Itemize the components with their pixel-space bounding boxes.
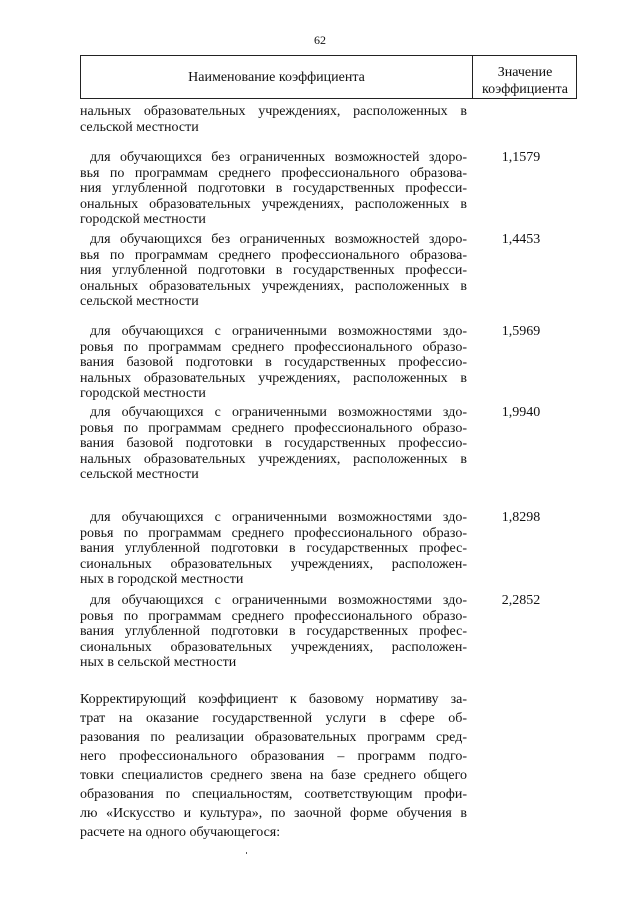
text-line: ровья по программам среднего профессионального образо- [80,420,467,436]
text-line: ональных образовательных учреждениях, расположенных в [80,196,467,212]
text-line: сиональных образовательных учреждениях, расположен- [80,556,467,572]
text-line: городской местности [80,386,206,401]
text-line: вания углубленной подготовки в государственных профес- [80,624,467,639]
header-value-line: коэффициента [482,82,568,97]
header-value-column [473,64,577,98]
text-line: сиональных образовательных учреждениях, расположен- [80,639,467,655]
text-line: лю «Искусство и культура», по заочной форме обучения в [80,806,467,821]
coefficient-value: 1,1579 [501,150,541,165]
text-line: ровья по программам среднего профессионального образо- [80,608,467,624]
text-line: ональных образовательных учреждениях, расположенных в [80,278,467,294]
text-line: товки специалистов среднего звена на базе среднего общего [80,768,467,783]
text-line: ных в сельской местности [80,655,237,670]
text-line: ния углубленной подготовки в государственных професси- [80,263,467,278]
text-line: сельской местности [80,294,199,309]
text-line: сельской местности [80,119,199,135]
text-line: для обучающихся с ограниченными возможностями здо- [90,510,467,525]
text-line: нальных образовательных учреждениях, расположенных в [80,451,467,467]
text-line: вания базовой подготовки в государственных профессио- [80,436,467,451]
text-line: вания базовой подготовки в государственных профессио- [80,355,467,370]
coefficient-value: 1,9940 [501,405,541,420]
text-line: городской местности [80,212,206,227]
coefficient-description [80,593,467,671]
header-value-line: Значение [497,65,553,80]
coefficient-description [80,405,467,483]
coefficient-description [80,510,467,588]
closing-paragraph [80,690,467,842]
coefficient-value: 1,5969 [501,324,541,339]
text-line: расчете на одного обучающегося: [80,825,281,840]
text-line: для обучающихся с ограниченными возможностями здо- [90,405,467,420]
text-line: нальных образовательных учреждениях, расположенных в [80,104,467,119]
header-name-column: Наименование коэффициента [188,70,365,85]
coefficient-description [80,324,467,402]
text-line: для обучающихся с ограниченными возможностями здо- [90,593,467,608]
scan-speck [246,852,247,854]
text-line: Корректирующий коэффициент к базовому нормативу за- [80,692,467,707]
continuation-text [80,104,467,135]
text-line: для обучающихся без ограниченных возможностей здоро- [90,232,467,247]
text-line: сельской местности [80,467,199,482]
text-line: образования по специальностям, соответствующим профи- [80,787,467,802]
text-line: для обучающихся без ограниченных возможностей здоро- [90,150,467,165]
coefficient-description [80,232,467,310]
coefficient-value: 1,8298 [501,510,541,525]
coefficient-description [80,150,467,228]
text-line: ровья по программам среднего профессионального образо- [80,339,467,355]
text-line: ных в городской местности [80,572,244,587]
text-line: разования по реализации образовательных программ сред- [80,730,467,745]
text-line: трат на оказание государственной услуги в сфере об- [80,711,467,726]
page-number: 62 [314,33,326,47]
text-line: вания углубленной подготовки в государственных профес- [80,541,467,556]
text-line: ровья по программам среднего профессионального образо- [80,525,467,541]
text-line: ния углубленной подготовки в государственных професси- [80,181,467,196]
text-line: него профессионального образования – программ подго- [80,749,467,764]
text-line: нальных образовательных учреждениях, расположенных в [80,370,467,386]
coefficient-value: 2,2852 [501,593,541,608]
coefficient-value: 1,4453 [501,232,541,247]
text-line: для обучающихся с ограниченными возможностями здо- [90,324,467,339]
text-line: вья по программам среднего профессионального образова- [80,247,467,263]
text-line: вья по программам среднего профессионального образова- [80,165,467,181]
